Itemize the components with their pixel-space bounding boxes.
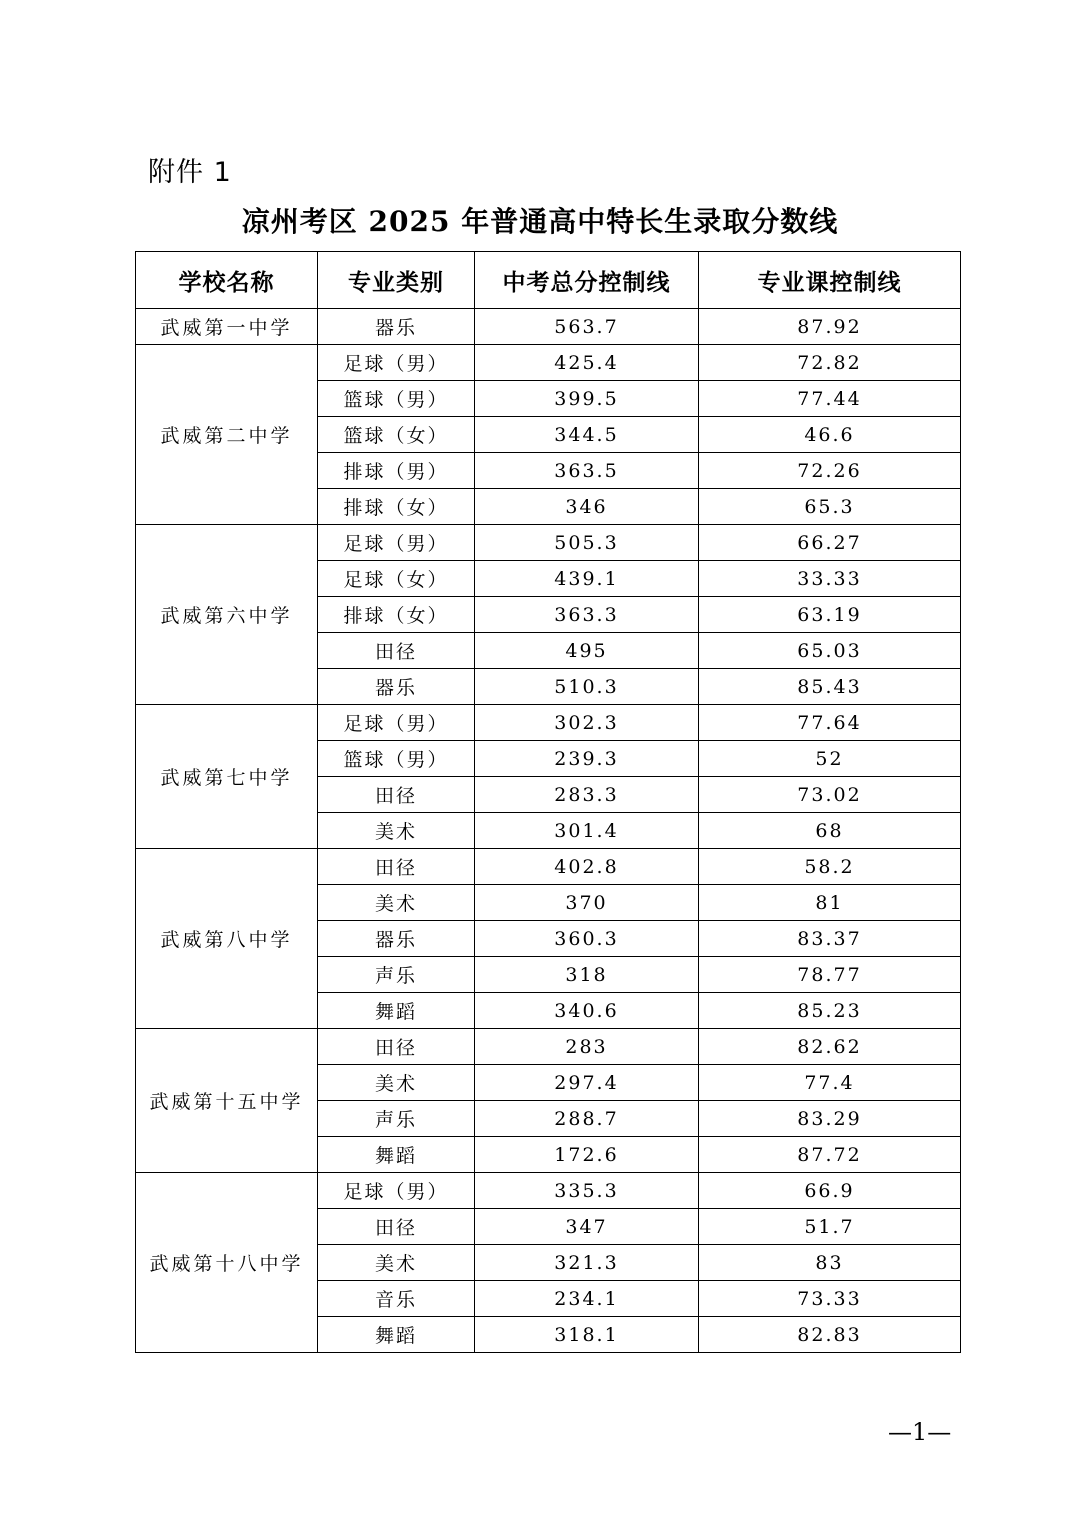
category-cell: 足球（男） [318, 345, 475, 381]
attachment-label: 附件 1 [148, 157, 232, 188]
total-score-cell: 344.5 [475, 417, 699, 453]
category-cell: 田径 [318, 777, 475, 813]
category-cell: 篮球（男） [318, 741, 475, 777]
major-score-cell: 72.82 [699, 345, 961, 381]
major-score-cell: 73.02 [699, 777, 961, 813]
total-score-cell: 302.3 [475, 705, 699, 741]
total-score-cell: 172.6 [475, 1137, 699, 1173]
total-score-cell: 234.1 [475, 1281, 699, 1317]
major-score-cell: 73.33 [699, 1281, 961, 1317]
major-score-cell: 77.44 [699, 381, 961, 417]
category-cell: 排球（女） [318, 597, 475, 633]
school-name-cell: 武威第十八中学 [136, 1173, 318, 1353]
major-score-cell: 65.3 [699, 489, 961, 525]
table-header-row [136, 252, 961, 309]
major-score-cell: 85.23 [699, 993, 961, 1029]
table-row [136, 345, 961, 381]
table-row [136, 705, 961, 741]
total-score-cell: 425.4 [475, 345, 699, 381]
major-score-cell: 72.26 [699, 453, 961, 489]
total-score-cell: 301.4 [475, 813, 699, 849]
total-score-cell: 510.3 [475, 669, 699, 705]
major-score-cell: 51.7 [699, 1209, 961, 1245]
category-cell: 美术 [318, 1245, 475, 1281]
major-score-cell: 52 [699, 741, 961, 777]
school-name-cell: 武威第八中学 [136, 849, 318, 1029]
total-score-cell: 283.3 [475, 777, 699, 813]
category-cell: 排球（女） [318, 489, 475, 525]
major-score-cell: 82.83 [699, 1317, 961, 1353]
major-score-cell: 58.2 [699, 849, 961, 885]
table-row [136, 1173, 961, 1209]
category-cell: 足球（男） [318, 1173, 475, 1209]
major-score-cell: 83.37 [699, 921, 961, 957]
category-cell: 舞蹈 [318, 1137, 475, 1173]
category-cell: 田径 [318, 633, 475, 669]
major-score-cell: 66.27 [699, 525, 961, 561]
category-cell: 美术 [318, 813, 475, 849]
major-score-cell: 83 [699, 1245, 961, 1281]
school-name-cell: 武威第七中学 [136, 705, 318, 849]
total-score-cell: 346 [475, 489, 699, 525]
column-header-school: 学校名称 [136, 252, 318, 309]
category-cell: 排球（男） [318, 453, 475, 489]
category-cell: 篮球（男） [318, 381, 475, 417]
school-name-cell: 武威第十五中学 [136, 1029, 318, 1173]
total-score-cell: 318.1 [475, 1317, 699, 1353]
column-header-category: 专业类别 [318, 252, 475, 309]
major-score-cell: 77.4 [699, 1065, 961, 1101]
category-cell: 田径 [318, 849, 475, 885]
major-score-cell: 81 [699, 885, 961, 921]
major-score-cell: 87.92 [699, 309, 961, 345]
category-cell: 音乐 [318, 1281, 475, 1317]
total-score-cell: 288.7 [475, 1101, 699, 1137]
page-number: —1— [888, 1418, 952, 1446]
major-score-cell: 82.62 [699, 1029, 961, 1065]
major-score-cell: 78.77 [699, 957, 961, 993]
total-score-cell: 297.4 [475, 1065, 699, 1101]
major-score-cell: 87.72 [699, 1137, 961, 1173]
total-score-cell: 439.1 [475, 561, 699, 597]
category-cell: 器乐 [318, 669, 475, 705]
category-cell: 田径 [318, 1209, 475, 1245]
major-score-cell: 65.03 [699, 633, 961, 669]
total-score-cell: 363.5 [475, 453, 699, 489]
major-score-cell: 85.43 [699, 669, 961, 705]
column-header-major-score: 专业课控制线 [699, 252, 961, 309]
school-name-cell: 武威第一中学 [136, 309, 318, 345]
admission-score-table [135, 251, 961, 1353]
category-cell: 器乐 [318, 921, 475, 957]
table-row [136, 525, 961, 561]
document-title: 凉州考区 2025 年普通高中特长生录取分数线 [241, 205, 839, 238]
category-cell: 篮球（女） [318, 417, 475, 453]
table-row [136, 309, 961, 345]
category-cell: 声乐 [318, 957, 475, 993]
table-row [136, 849, 961, 885]
category-cell: 田径 [318, 1029, 475, 1065]
total-score-cell: 495 [475, 633, 699, 669]
total-score-cell: 370 [475, 885, 699, 921]
total-score-cell: 347 [475, 1209, 699, 1245]
category-cell: 美术 [318, 1065, 475, 1101]
total-score-cell: 360.3 [475, 921, 699, 957]
table-body [136, 309, 961, 1353]
category-cell: 足球（男） [318, 525, 475, 561]
major-score-cell: 68 [699, 813, 961, 849]
major-score-cell: 46.6 [699, 417, 961, 453]
total-score-cell: 321.3 [475, 1245, 699, 1281]
category-cell: 美术 [318, 885, 475, 921]
total-score-cell: 283 [475, 1029, 699, 1065]
major-score-cell: 77.64 [699, 705, 961, 741]
major-score-cell: 63.19 [699, 597, 961, 633]
category-cell: 器乐 [318, 309, 475, 345]
total-score-cell: 399.5 [475, 381, 699, 417]
total-score-cell: 335.3 [475, 1173, 699, 1209]
total-score-cell: 505.3 [475, 525, 699, 561]
major-score-cell: 33.33 [699, 561, 961, 597]
category-cell: 足球（女） [318, 561, 475, 597]
total-score-cell: 563.7 [475, 309, 699, 345]
school-name-cell: 武威第二中学 [136, 345, 318, 525]
category-cell: 足球（男） [318, 705, 475, 741]
total-score-cell: 402.8 [475, 849, 699, 885]
total-score-cell: 363.3 [475, 597, 699, 633]
school-name-cell: 武威第六中学 [136, 525, 318, 705]
total-score-cell: 318 [475, 957, 699, 993]
category-cell: 舞蹈 [318, 993, 475, 1029]
table-row [136, 1029, 961, 1065]
major-score-cell: 66.9 [699, 1173, 961, 1209]
total-score-cell: 340.6 [475, 993, 699, 1029]
total-score-cell: 239.3 [475, 741, 699, 777]
column-header-total-score: 中考总分控制线 [475, 252, 699, 309]
category-cell: 声乐 [318, 1101, 475, 1137]
category-cell: 舞蹈 [318, 1317, 475, 1353]
major-score-cell: 83.29 [699, 1101, 961, 1137]
